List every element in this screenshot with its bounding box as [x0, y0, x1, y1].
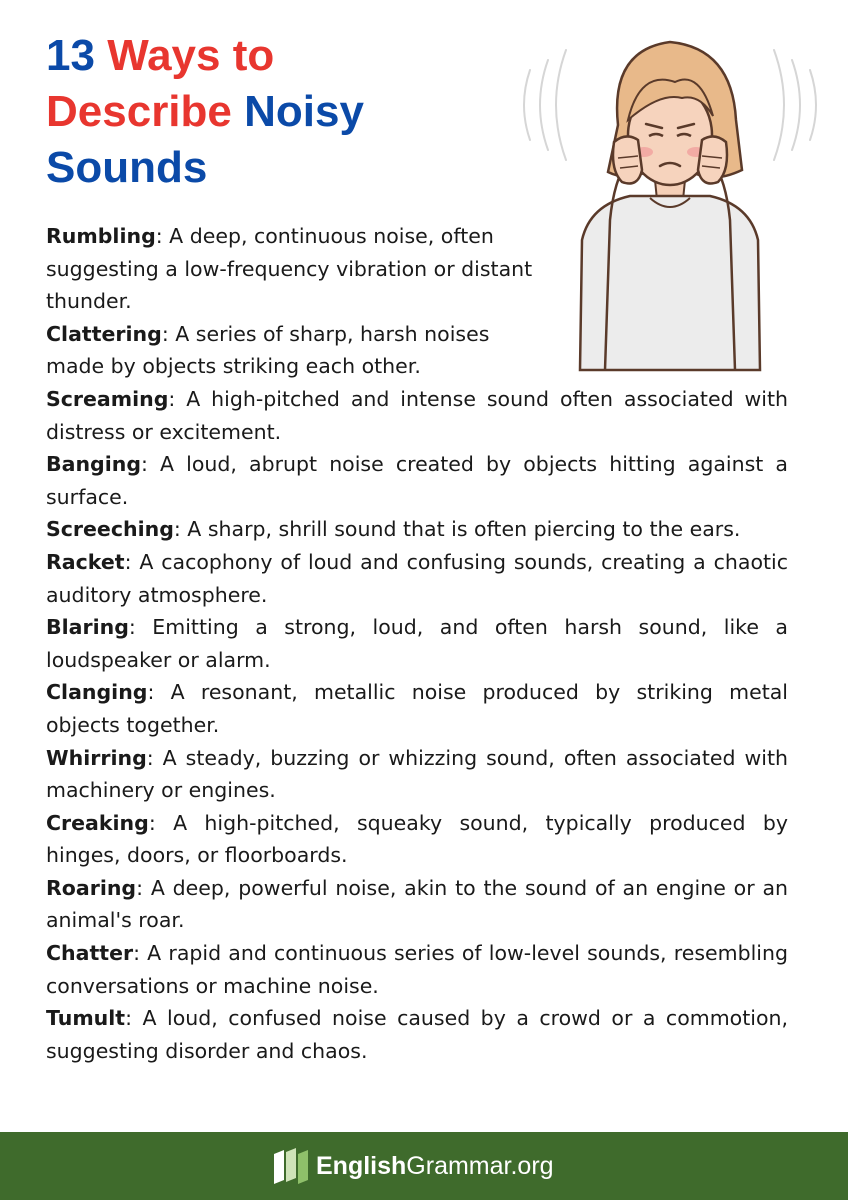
definition-blaring: : Emitting a strong, loud, and often harsh sound, like a loudspeaker or alarm.	[46, 615, 788, 672]
entry-tumult	[46, 1002, 788, 1067]
term-rumbling: Rumbling	[46, 224, 156, 248]
term-chatter: Chatter	[46, 941, 134, 966]
brand-logo[interactable]	[270, 1143, 554, 1189]
entry-chatter	[46, 937, 788, 1002]
entry-roaring	[46, 872, 788, 937]
entry-clattering	[46, 318, 541, 383]
title-line-1	[46, 28, 364, 84]
term-roaring: Roaring	[46, 875, 137, 900]
term-whirring: Whirring	[46, 745, 147, 770]
definition-creaking: : A high-pitched, squeaky sound, typically produced by hinges, doors, or floorboards.	[46, 810, 788, 868]
entry-clanging	[46, 676, 788, 741]
entry-screeching	[46, 513, 788, 546]
brand-name	[316, 1152, 554, 1181]
definition-racket: : A cacophony of loud and confusing sounds, creating a chaotic auditory atmosphere.	[46, 549, 788, 607]
term-blaring: Blaring	[46, 615, 129, 640]
brand-name-regular: Grammar.org	[406, 1151, 554, 1180]
term-racket: Racket	[46, 549, 125, 574]
definition-clanging: : A resonant, metallic noise produced by striking metal objects together.	[46, 680, 788, 737]
definition-screaming: : A high-pitched and intense sound often associated with distress or excitement.	[46, 386, 788, 444]
definition-banging: : A loud, abrupt noise created by objects hitting against a surface.	[46, 452, 788, 509]
entry-screaming	[46, 383, 788, 448]
footer-bar	[0, 1132, 848, 1200]
entry-banging	[46, 448, 788, 513]
page-title	[46, 28, 364, 196]
definition-chatter: : A rapid and continuous series of low-level sounds, resembling conversations or machine noise.	[46, 941, 788, 998]
title-sounds: Sounds	[46, 143, 208, 192]
title-line-2	[46, 84, 364, 140]
term-tumult: Tumult	[46, 1006, 126, 1031]
definition-screeching: : A sharp, shrill sound that is often piercing to the ears.	[173, 517, 741, 542]
entry-blaring	[46, 611, 788, 676]
title-ways-to: Ways to	[107, 31, 275, 80]
term-clanging: Clanging	[46, 680, 148, 705]
term-creaking: Creaking	[46, 810, 149, 835]
definition-whirring: : A steady, buzzing or whizzing sound, often associated with machinery or engines.	[46, 745, 788, 803]
term-screaming: Screaming	[46, 386, 169, 411]
title-line-3	[46, 140, 364, 196]
definition-clattering: : A series of sharp, harsh noises made by objects striking each other.	[46, 321, 490, 379]
book-logo-icon	[270, 1146, 312, 1186]
term-banging: Banging	[46, 452, 142, 477]
entry-creaking	[46, 807, 788, 872]
definition-tumult: : A loud, confused noise caused by a crowd or a commotion, suggesting disorder and chaos.	[46, 1006, 788, 1063]
term-clattering: Clattering	[46, 321, 162, 346]
entry-racket	[46, 546, 788, 611]
definition-rumbling: : A deep, continuous noise, often suggesting a low-frequency vibration or distant thunder.	[46, 224, 533, 314]
title-number: 13	[46, 31, 95, 80]
title-describe: Describe	[46, 87, 232, 136]
definition-roaring: : A deep, powerful noise, akin to the sound of an engine or an animal's roar.	[46, 875, 788, 933]
definition-list	[46, 220, 788, 1067]
entry-rumbling	[46, 220, 541, 318]
title-noisy: Noisy	[244, 87, 364, 136]
brand-name-bold: English	[316, 1151, 407, 1180]
term-screeching: Screeching	[46, 517, 174, 542]
entry-whirring	[46, 742, 788, 807]
